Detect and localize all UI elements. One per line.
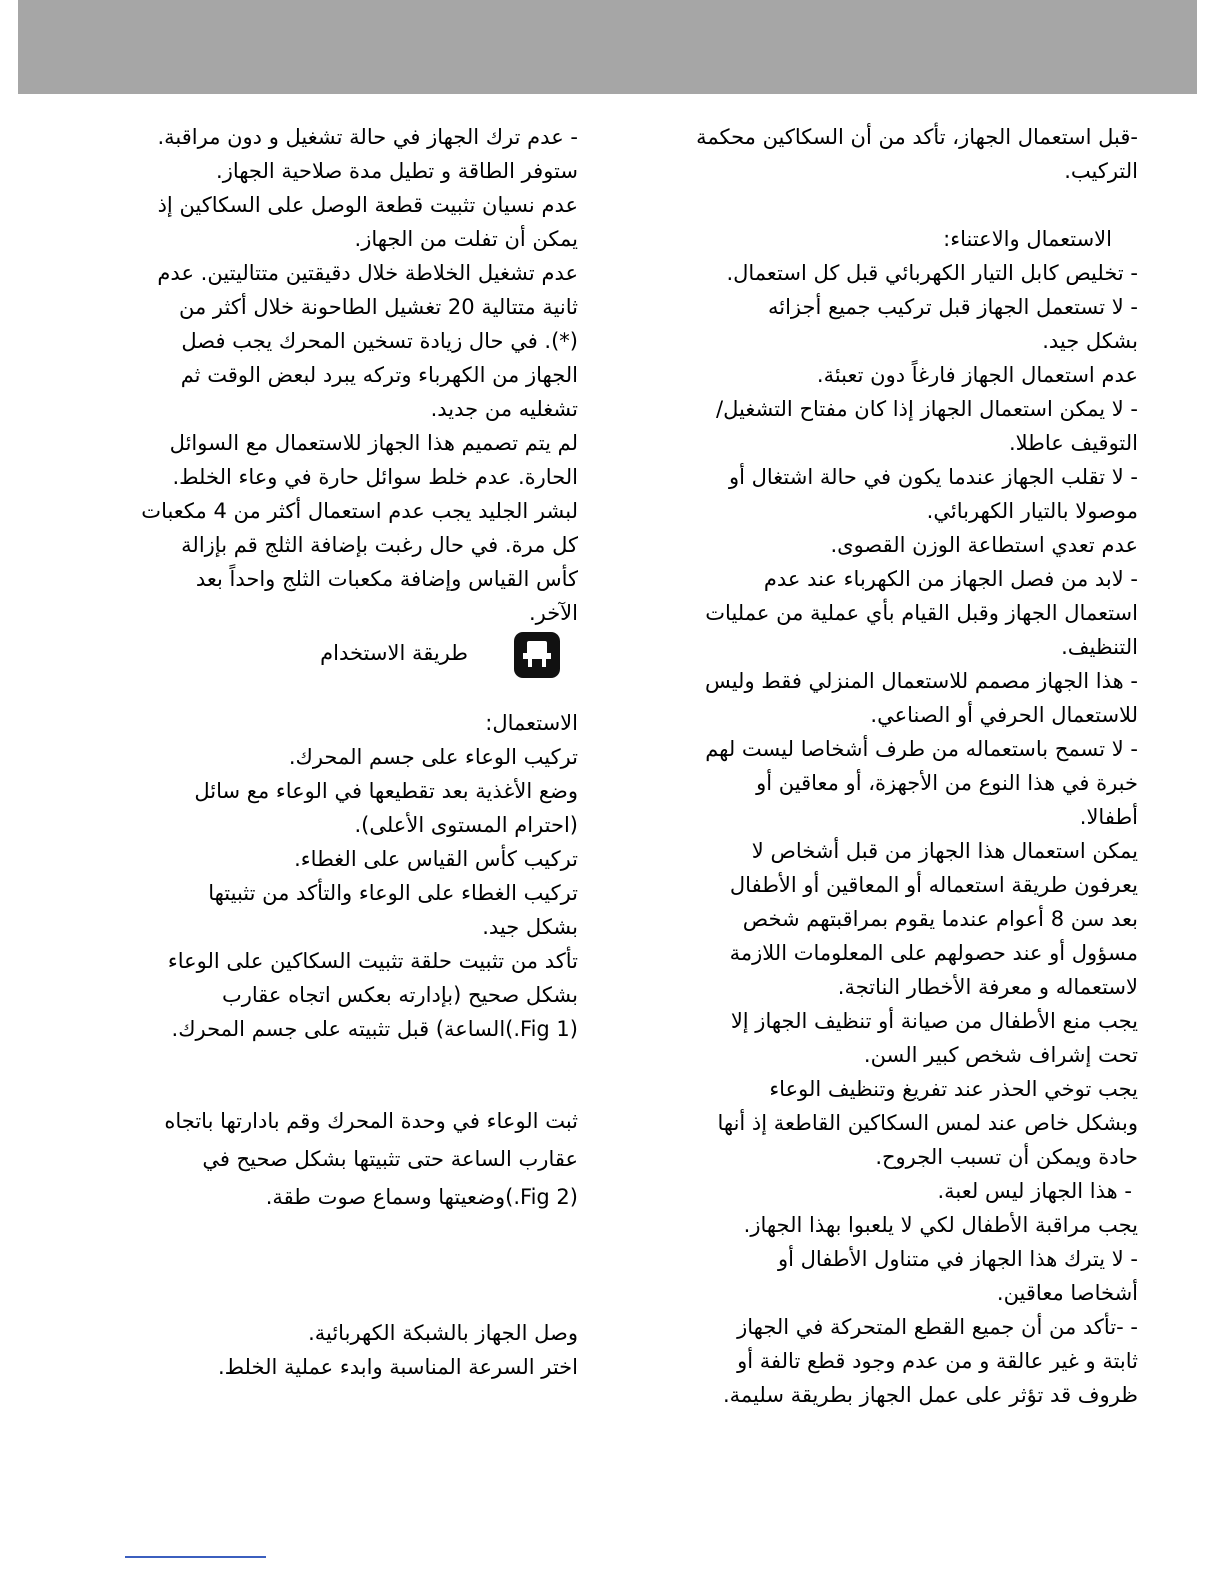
text-line: يعرفون طريقة استعماله أو المعاقين أو الأطفال (729, 873, 1138, 897)
text-line: ثانية متتالية 20 تغشيل الطاحونة خلال أكثر من (179, 295, 578, 319)
text-line: استعمال الجهاز وقبل القيام بأي عملية من عمليات (705, 601, 1138, 625)
text-line: كل مرة. في حال رغبت بإضافة الثلج قم بإزالة (181, 533, 578, 557)
text-line: عدم تشغيل الخلاطة خلال دقيقتين متتاليتين. عدم (157, 261, 578, 285)
usage-section-header (100, 632, 578, 692)
text-line: - لا تستعمل الجهاز قبل تركيب جميع أجزائه (767, 295, 1138, 319)
text-line: وصل الجهاز بالشبكة الكهربائية. (308, 1321, 578, 1345)
right-column (660, 120, 1138, 1412)
text-line: تأكد من تثبيت حلقة تثبيت السكاكين على الوعاء (167, 949, 578, 973)
text-line: لم يتم تصميم هذا الجهاز للاستعمال مع السوائل (169, 431, 578, 455)
text-line: تشغليه من جديد. (430, 397, 578, 421)
text-line: بشكل صحيح (بإدارته بعكس اتجاه عقارب (221, 983, 578, 1007)
text-line: - تخليص كابل التيار الكهربائي قبل كل استعمال. (726, 261, 1138, 285)
text-line: - لا يترك هذا الجهاز في متناول الأطفال أو (777, 1247, 1138, 1271)
spacer (100, 1046, 578, 1102)
text-line: للاستعمال الحرفي أو الصناعي. (870, 703, 1138, 727)
text-line: كأس القياس وإضافة مكعبات الثلج واحداً بعد (195, 567, 578, 591)
text-line: وضع الأغذية بعد تقطيعها في الوعاء مع سائل (194, 779, 578, 803)
text-line: يجب مراقبة الأطفال لكي لا يلعبوا بهذا الجهاز. (743, 1213, 1138, 1237)
footer-rule (125, 1556, 266, 1558)
text-line: اختر السرعة المناسبة وابدء عملية الخلط. (217, 1355, 578, 1379)
text-line: أطفالا. (1079, 805, 1138, 829)
text-line: يجب توخي الحذر عند تفريغ وتنظيف الوعاء (769, 1077, 1138, 1101)
text-line: ظروف قد تؤثر على عمل الجهاز بطريقة سليمة. (722, 1383, 1138, 1407)
text-line: يمكن أن تفلت من الجهاز. (354, 227, 578, 251)
text-line: الآخر. (528, 601, 578, 625)
text-line: - هذا الجهاز ليس لعبة. (937, 1179, 1132, 1203)
text-line: موصولا بالتيار الكهربائي. (926, 499, 1138, 523)
text-line: - لا تقلب الجهاز عندما يكون في حالة اشتغال أو (728, 465, 1138, 489)
text-line: وبشكل خاص عند لمس السكاكين القاطعة إذ أنها (717, 1111, 1138, 1135)
text-line: ستوفر الطاقة و تطيل مدة صلاحية الجهاز. (216, 159, 578, 183)
text-line: تركيب كأس القياس على الغطاء. (294, 847, 578, 871)
text-line: - لابد من فصل الجهاز من الكهرباء عند عدم (763, 567, 1138, 591)
header-bar (18, 0, 1197, 94)
left-column (100, 120, 578, 1384)
text-line: لبشر الجليد يجب عدم استعمال أكثر من 4 مكعبات (141, 499, 578, 523)
text-line: (1 Fig.)الساعة) قبل تثبيته على جسم المحرك. (171, 1017, 578, 1041)
text-line: خبرة في هذا النوع من الأجهزة، أو معاقين أو (756, 771, 1138, 795)
text-line: (احترام المستوى الأعلى). (354, 813, 578, 837)
text-line: يمكن استعمال هذا الجهاز من قبل أشخاص لا (751, 839, 1138, 863)
text-line: بشكل جيد. (482, 915, 578, 939)
text-line: عقارب الساعة حتى تثبيتها بشكل صحيح في (202, 1147, 578, 1171)
text-line: عدم نسيان تثبيت قطعة الوصل على السكاكين إذ (157, 193, 578, 217)
text-line: بشكل جيد. (1042, 329, 1138, 353)
text-line: الجهاز من الكهرباء وتركه يبرد لبعض الوقت ثم (180, 363, 578, 387)
text-line: - -تأكد من أن جميع القطع المتحركة في الجهاز (737, 1315, 1138, 1339)
text-line: التنظيف. (1061, 635, 1138, 659)
text-line: (*). في حال زيادة تسخين المحرك يجب فصل (181, 329, 578, 353)
text-line: عدم تعدي استطاعة الوزن القصوى. (830, 533, 1138, 557)
text-line: عدم استعمال الجهاز فارغاً دون تعبئة. (816, 363, 1138, 387)
text-line: تركيب الغطاء على الوعاء والتأكد من تثبيتها (208, 881, 578, 905)
text-line: - لا تسمح باستعماله من طرف أشخاصا ليست لهم (705, 737, 1138, 761)
section-heading: الاستعمال والاعتناء: (943, 227, 1112, 251)
text-line: التركيب. (1064, 159, 1138, 183)
text-line: (2 Fig.)وضعيتها وسماع صوت طقة. (265, 1185, 578, 1209)
text-line: يجب منع الأطفال من صيانة أو تنظيف الجهاز إلا (730, 1009, 1138, 1033)
text-line: بعد سن 8 أعوام عندما يقوم بمراقبتهم شخص (742, 907, 1138, 931)
text-line: التوقيف عاطلا. (1008, 431, 1138, 455)
text-line: مسؤول أو عند حصولهم على المعلومات اللازمة (729, 941, 1138, 965)
text-line: تركيب الوعاء على جسم المحرك. (288, 745, 578, 769)
text-line: ثبت الوعاء في وحدة المحرك وقم بادارتها باتجاه (164, 1109, 578, 1133)
text-line: حادة ويمكن أن تسبب الجروح. (875, 1145, 1138, 1169)
text-line: لاستعماله و معرفة الأخطار الناتجة. (837, 975, 1138, 999)
spacer (100, 1216, 578, 1316)
spacer (660, 188, 1138, 222)
text-line: - لا يمكن استعمال الجهاز إذا كان مفتاح التشغيل/ (716, 397, 1138, 421)
plug-icon (514, 632, 560, 678)
text-line: -قبل استعمال الجهاز، تأكد من أن السكاكين محكمة (696, 125, 1138, 149)
text-line: ثابتة و غير عالقة و من عدم وجود قطع تالفة أو (737, 1349, 1138, 1373)
text-line: تحت إشراف شخص كبير السن. (863, 1043, 1138, 1067)
text-line: - هذا الجهاز مصمم للاستعمال المنزلي فقط وليس (704, 669, 1138, 693)
text-line: أشخاصا معاقين. (996, 1281, 1138, 1305)
section-heading: الاستعمال: (485, 711, 578, 735)
text-line: الحارة. عدم خلط سوائل حارة في وعاء الخلط. (172, 465, 578, 489)
section-title: طريقة الاستخدام (320, 641, 468, 665)
text-line: - عدم ترك الجهاز في حالة تشغيل و دون مراقبة. (157, 125, 578, 149)
